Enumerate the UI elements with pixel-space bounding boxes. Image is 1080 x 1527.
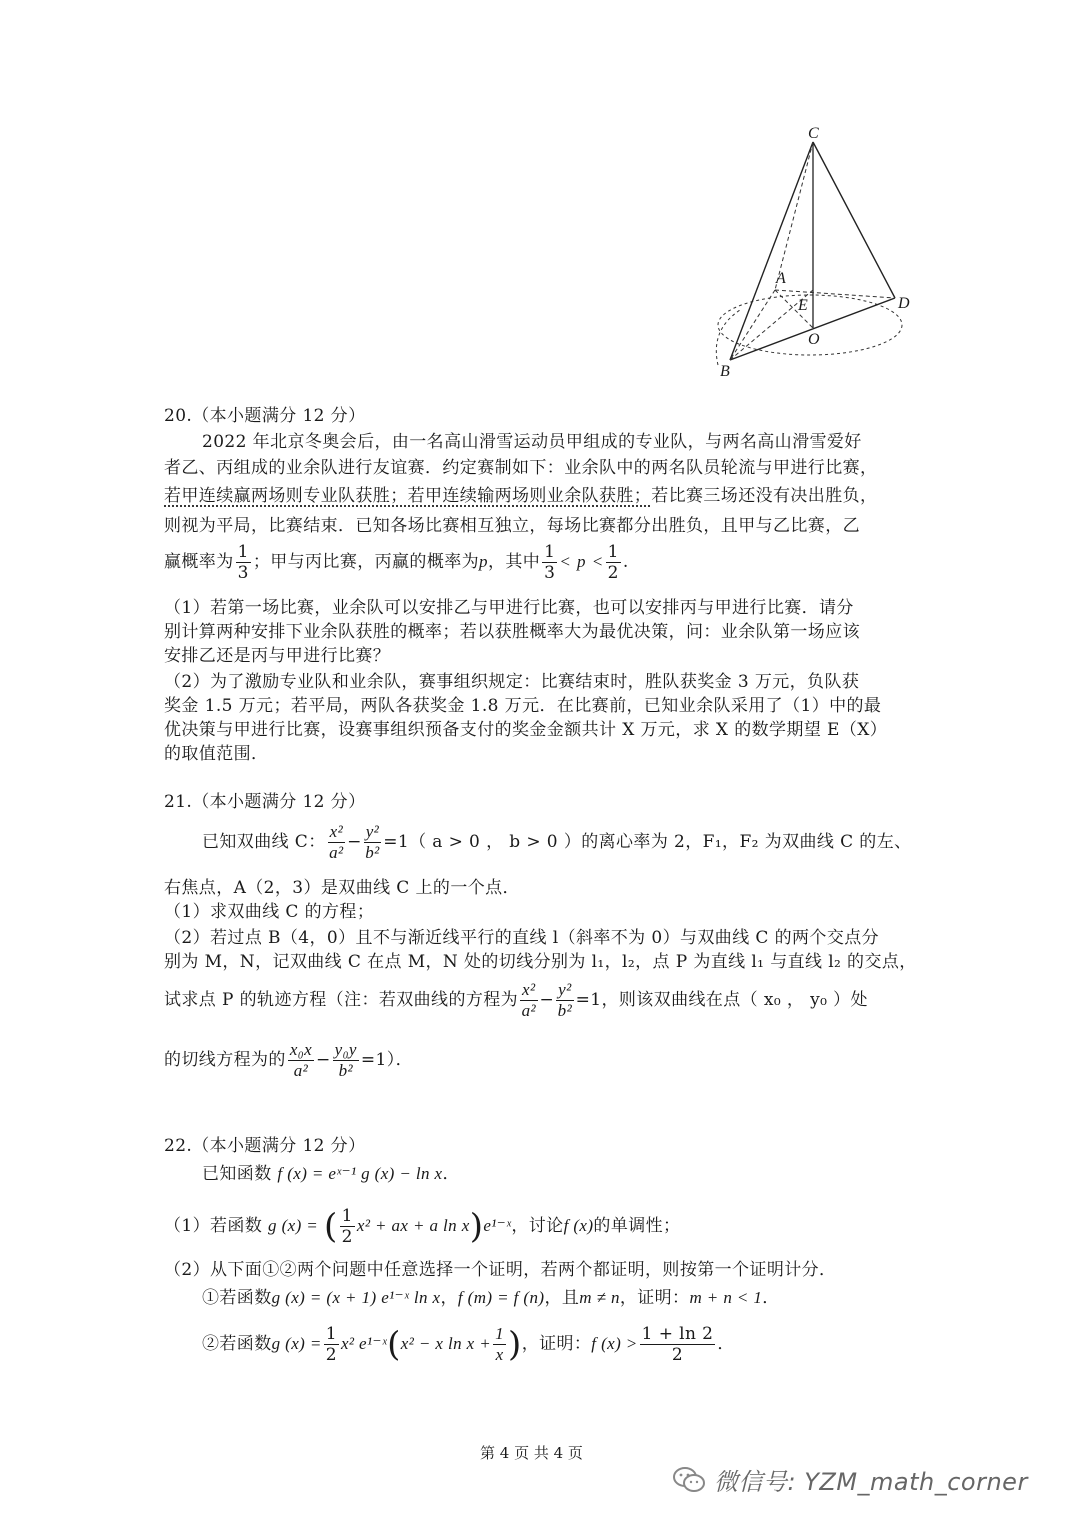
q21-end: ）． (386, 1050, 414, 1070)
g-label: g (x) = (268, 1216, 319, 1235)
paren-close: ) (469, 1206, 484, 1247)
frac-num: 1 (325, 1324, 337, 1344)
frac-num: x² (522, 980, 536, 999)
frac-num: 1 (341, 1206, 353, 1226)
vertex-c-label: C (808, 125, 819, 142)
frac-num: y² (558, 980, 572, 999)
frac-den: 2 (607, 563, 619, 583)
frac-den: 2 (671, 1345, 684, 1365)
choice-1-condition: f (m) = f (n) (457, 1288, 545, 1307)
choice-2-factor: x² e¹⁻ˣ (340, 1334, 388, 1353)
choice-2-prove: ，证明： (521, 1334, 592, 1354)
fraction-y2-b2-b (556, 980, 573, 1021)
q21-heading: 21.（本小题满分 12 分） (164, 792, 366, 812)
vertex-a-label: A (776, 270, 786, 287)
q22-choice-1 (202, 1286, 780, 1310)
q20-part1-line-1: （1）若第一场比赛，业余队可以安排乙与甲进行比赛，也可以安排丙与甲进行比赛．请分 (164, 598, 854, 618)
choice-1-intro: ①若函数 (202, 1288, 272, 1308)
q22-heading: 22.（本小题满分 12 分） (164, 1136, 366, 1156)
fraction-one-over-x (493, 1324, 506, 1365)
q20-part2-line-2: 奖金 1.5 万元；若平局，两队各获奖金 1.8 万元．在比赛前，已知业余队采用了（1）中的最 (164, 696, 882, 716)
wechat-icon (672, 1465, 706, 1495)
var-p: p (479, 552, 488, 571)
fraction-x2-a2-b (520, 980, 537, 1021)
frac-den: x (495, 1345, 504, 1364)
frac-num: y₀y (334, 1040, 357, 1059)
q21-part2-line-3: 试求点 P 的轨迹方程（注：若双曲线的方程为 $\frac{\text{x²}}{\text{a²}}$ − $\frac{\text{y²}}{\text{b²}}$ =1，则该双曲线在点（ x₀ ， y₀ ）处 (164, 980, 868, 1020)
frac-num: y² (365, 822, 380, 841)
q22-line-1 (202, 1162, 460, 1186)
exp-factor: e¹⁻ˣ (483, 1216, 512, 1235)
choice-2-claim: f (x) > (591, 1334, 638, 1353)
paren-open-b: ( (387, 1324, 401, 1365)
frac-den: b² (365, 843, 380, 862)
q20-heading: 20.（本小题满分 12 分） (164, 406, 366, 426)
fraction-one-half (606, 542, 621, 583)
q20-part2-line-4: 的取值范围． (164, 744, 269, 764)
fraction-y2-b2 (364, 822, 381, 863)
q21-part1: （1）求双曲线 C 的方程； (164, 902, 375, 922)
frac-den: a² (521, 1001, 536, 1020)
frac-num: 1 (607, 542, 619, 562)
point-e-label: E (798, 297, 808, 314)
q22-part1-end: 的单调性； (593, 1216, 681, 1236)
q21-conditions: （ a > 0 ， b > 0 ）的离心率为 2，F₁，F₂ 为双曲线 C 的左、 (409, 832, 912, 852)
frac-num: 1 (544, 542, 556, 562)
point-o-label: O (808, 331, 820, 348)
watermark-text: 微信号: YZM_math_corner (714, 1468, 1028, 1496)
frac-den: b² (338, 1061, 353, 1080)
frac-num: 1 (495, 1324, 505, 1343)
q21-note-text: 试求点 P 的轨迹方程（注：若双曲线的方程为 (164, 990, 519, 1010)
q22-part1 (164, 1206, 680, 1247)
frac-den: a² (293, 1061, 309, 1080)
frac-num: 1 (237, 542, 249, 562)
q20-line-5-text-a: 赢概率为 (164, 552, 234, 572)
q20-rule-text: 若甲连续赢两场则专业队获胜；若甲连续输两场则业余队获胜； (164, 486, 652, 506)
lt-sign-2: < (591, 552, 604, 571)
q21-part2-line-4: 的切线方程为的 $\frac{\text{x₀x}}{\text{a²}}$ − $\frac{\text{y₀y}}{\text{b²}}$ =1）． (164, 1040, 414, 1080)
q21-note-point: ，则该双曲线在点（ x₀ ， y₀ ）处 (601, 990, 868, 1010)
paren-open: ( (323, 1206, 338, 1247)
fraction-x0x-a2 (288, 1040, 314, 1081)
q20-part2-line-1: （2）为了激励专业队和业余队，赛事组织规定：比赛结束时，胜队获奖金 3 万元，负队获 (164, 672, 860, 692)
lt-sign: < (559, 552, 572, 571)
f-of-x: f (x) (563, 1216, 594, 1235)
q20-part1-line-2: 别计算两种安排下业余队获胜的概率；若以获胜概率大为最优决策，问：业余队第一场应该 (164, 622, 860, 642)
q20-line-3 (164, 484, 877, 508)
choice-2-g: g (x) = (271, 1334, 322, 1353)
q21-tangent-text: 的切线方程为的 (164, 1050, 286, 1070)
q20-rule-tail: 若比赛三场还没有决出胜负， (651, 486, 878, 506)
choice-2-intro: ②若函数 (202, 1334, 272, 1354)
q22-intro: 已知函数 (202, 1164, 272, 1184)
q20-line-4: 则视为平局，比赛结束．已知各场比赛相互独立，每场比赛都分出胜负，且甲与乙比赛，乙 (164, 516, 860, 536)
f-definition: f (x) = eˣ⁻¹ g (x) − ln x (277, 1164, 443, 1183)
frac-den: 2 (325, 1345, 337, 1365)
q21-part2-line-2: 别为 M，N，记双曲线 C 在点 M，N 处的切线分别为 l₁，l₂，点 P 为直线 l₁ 与直线 l₂ 的交点， (164, 952, 917, 972)
vertex-b-label: B (720, 363, 730, 380)
choice-2-end: ． (717, 1334, 735, 1354)
choice-2-body: x² − x ln x + (400, 1334, 492, 1353)
vertex-d-label: D (898, 295, 910, 312)
g-body: x² + ax + a ln x (356, 1216, 470, 1235)
paren-close-b: ) (508, 1324, 522, 1365)
fraction-one-half-b (340, 1206, 355, 1247)
choice-1-prove: ，证明： (619, 1288, 690, 1308)
watermark (672, 1462, 1028, 1497)
fraction-one-third-b (542, 542, 557, 583)
var-p: p (577, 552, 586, 571)
choice-1-end: ． (762, 1288, 780, 1308)
q20-line-2: 者乙、丙组成的业余队进行友谊赛．约定赛制如下：业余队中的两名队员轮流与甲进行比赛， (164, 458, 878, 478)
q20-part1-line-3: 安排乙还是丙与甲进行比赛？ (164, 646, 391, 666)
choice-1-claim: m + n < 1 (689, 1288, 763, 1307)
choice-1-and: ，且 (544, 1288, 580, 1308)
frac-num: x² (329, 822, 344, 841)
equals-one-b: =1 (575, 990, 602, 1010)
comma: ， (440, 1288, 458, 1308)
fraction-one-third (236, 542, 251, 583)
q20-line-1: 2022 年北京冬奥会后，由一名高山滑雪运动员甲组成的专业队，与两名高山滑雪爱好 (202, 432, 862, 452)
page-number: 第 4 页 共 4 页 (480, 1444, 583, 1462)
frac-num: x₀x (289, 1040, 313, 1059)
q22-intro-end: ． (442, 1164, 460, 1184)
q20-line-5: 赢概率为 $\frac{1}{3}$ ；甲与丙比赛，丙赢的概率为p，其中 $\frac{1}{3}$ < p < $\frac{1}{2}$ . (164, 542, 629, 583)
q20-part2-line-3: 优决策与甲进行比赛，设赛事组织预备支付的奖金金额共计 X 万元，求 X 的数学期望 E（X） (164, 720, 888, 740)
frac-den: a² (329, 843, 344, 862)
choice-1-neq: m ≠ n (579, 1288, 620, 1307)
equals-one-c: =1 (360, 1050, 387, 1070)
q20-line-5-text-b: ；甲与丙比赛，丙赢的概率为 (252, 552, 480, 572)
frac-den: 3 (544, 563, 556, 583)
frac-num: 1 + ln 2 (641, 1324, 714, 1344)
q21-line-2: 右焦点，A（2，3）是双曲线 C 上的一个点． (164, 878, 520, 898)
pyramid-figure (700, 120, 940, 390)
q22-part1-discuss: ，讨论 (511, 1216, 564, 1236)
frac-den: 3 (237, 563, 249, 583)
frac-den: b² (557, 1001, 573, 1020)
q22-part2: （2）从下面①②两个问题中任意选择一个证明，若两个都证明，则按第一个证明计分． (164, 1260, 837, 1280)
frac-den: 2 (341, 1227, 353, 1247)
q21-line-1: 已知双曲线 C： $\frac{\text{x²}}{\text{a²}}$ − $\frac{\text{y²}}{\text{b²}}$ =1（ a > 0 ， b > 0 ）的离心率为 2，F₁，F₂ 为双曲线 C 的左、 (202, 822, 912, 862)
q21-intro: 已知双曲线 C： (202, 832, 326, 852)
equals-one: =1 (383, 832, 410, 852)
q21-part2-line-1: （2）若过点 B（4，0）且不与渐近线平行的直线 l（斜率不为 0）与双曲线 C 的两个交点分 (164, 928, 880, 948)
fraction-one-half-c (324, 1324, 339, 1365)
fraction-y0y-b2 (333, 1040, 359, 1081)
choice-1-g: g (x) = (x + 1) e¹⁻ˣ ln x (271, 1288, 441, 1307)
fraction-bound (640, 1324, 716, 1365)
q22-choice-2 (202, 1324, 735, 1365)
fraction-x2-a2 (328, 822, 345, 863)
q22-part1-intro: （1）若函数 (164, 1216, 263, 1236)
q20-line-5-text-c: ，其中 (487, 552, 541, 572)
